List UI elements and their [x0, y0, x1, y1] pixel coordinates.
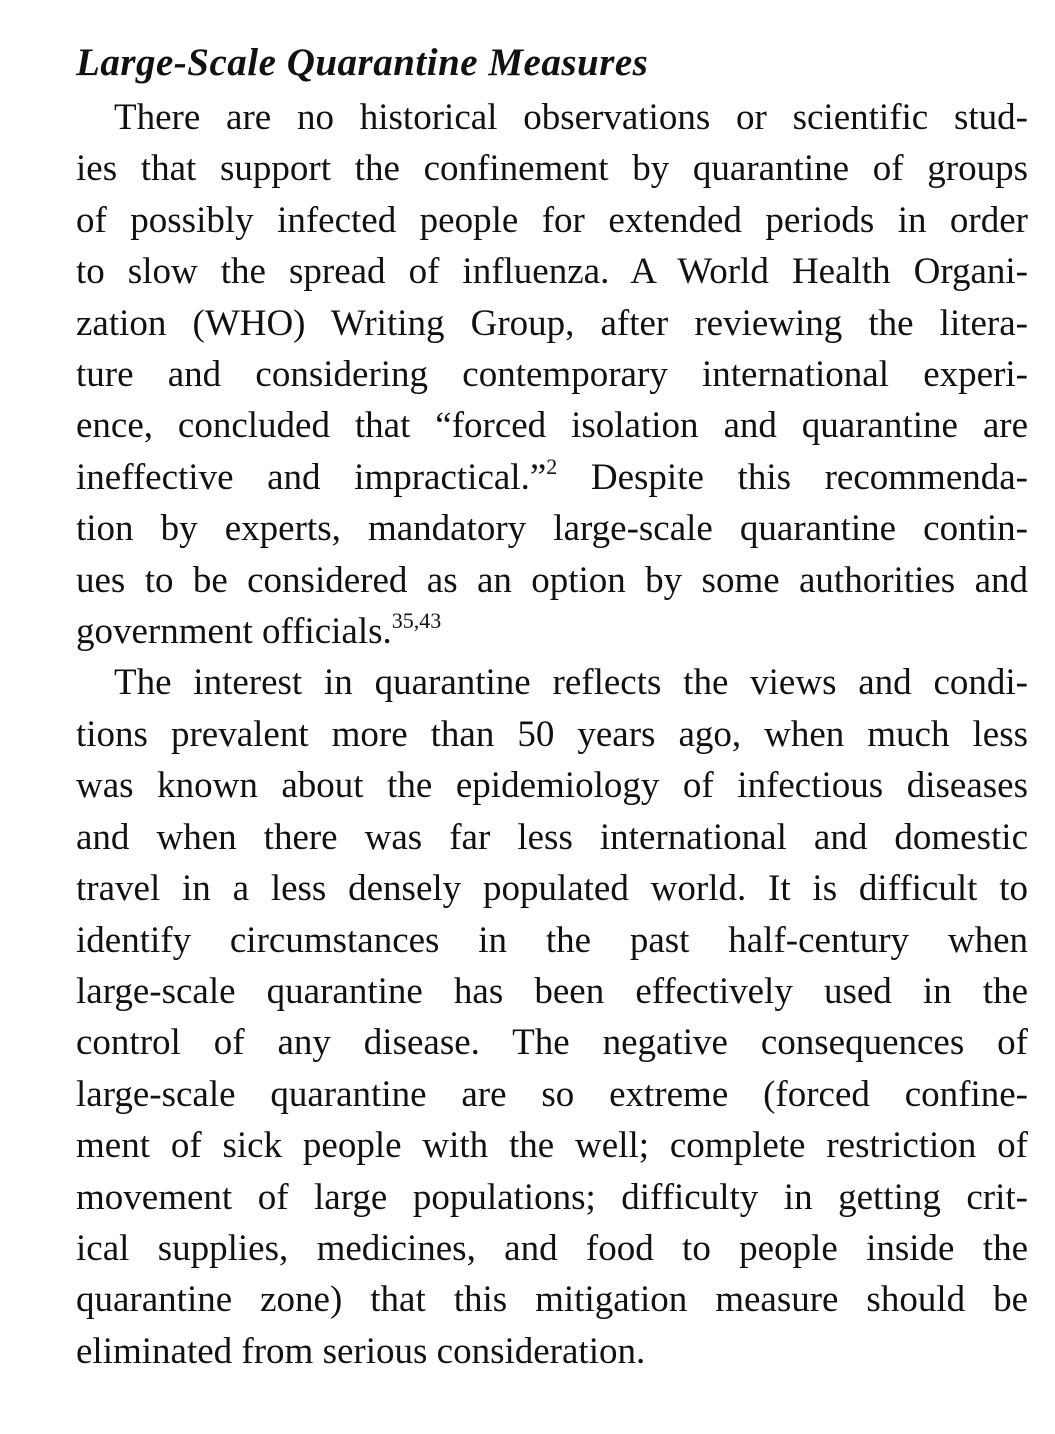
paragraph-1-line-5: zation (WHO) Writing Group, after reviewing the litera-: [76, 302, 1028, 344]
paragraph-2-line-8: control of any disease. The negative consequences of: [76, 1022, 1028, 1064]
paragraph-2-line-12: ical supplies, medicines, and food to people inside the: [76, 1227, 1028, 1269]
recommendation-text: Despite this recommenda-: [557, 456, 1029, 498]
quote-end-text: ineffective and impractical.”: [76, 456, 547, 498]
paragraph-1-line-11: [76, 606, 1028, 657]
paragraph-1-line-4: to slow the spread of influenza. A World Health Organi-: [76, 251, 1028, 293]
paragraph-2-line-11: movement of large populations; difficulty in getting crit-: [76, 1176, 1028, 1218]
section-heading: Large-Scale Quarantine Measures: [76, 41, 649, 84]
paragraph-1-line-8: [76, 452, 1028, 503]
paragraph-1: [76, 92, 1028, 657]
paragraph-1-line-3: of possibly infected people for extended periods in order: [76, 199, 1028, 241]
paragraph-2-line-10: ment of sick people with the well; complete restriction of: [76, 1125, 1028, 1167]
paragraph-2-line-9: large-scale quarantine are so extreme (forced confine-: [76, 1073, 1028, 1115]
officials-text: government officials.: [76, 611, 392, 653]
paragraph-2: [76, 657, 1028, 1377]
paragraph-1-line-2: ies that support the confinement by quarantine of groups: [76, 148, 1028, 190]
paragraph-1-line-7: ence, concluded that “forced isolation and quarantine are: [76, 405, 1028, 447]
paragraph-2-line-4: and when there was far less international and domestic: [76, 816, 1028, 858]
citation-superscript: 2: [546, 453, 558, 479]
paragraph-1-line-6: ture and considering contemporary international experi-: [76, 354, 1028, 396]
paragraph-2-line-7: large-scale quarantine has been effectively used in the: [76, 970, 1028, 1012]
paragraph-1-line-9: tion by experts, mandatory large-scale quarantine contin-: [76, 508, 1028, 550]
paragraph-1-line-10: ues to be considered as an option by some authorities and: [76, 559, 1028, 601]
paragraph-2-line-2: tions prevalent more than 50 years ago, when much less: [76, 713, 1028, 755]
paragraph-2-line-13: quarantine zone) that this mitigation measure should be: [76, 1279, 1028, 1321]
paragraph-2-line-6: identify circumstances in the past half-century when: [76, 919, 1028, 961]
document-page: [76, 38, 1028, 1377]
citation-superscript: 35,43: [391, 608, 442, 634]
paragraph-2-line-1: The interest in quarantine reflects the views and condi-: [114, 662, 1028, 704]
paragraph-2-line-5: travel in a less densely populated world. It is difficult to: [76, 868, 1028, 910]
paragraph-2-line-3: was known about the epidemiology of infectious diseases: [76, 765, 1028, 807]
paragraph-1-line-1: There are no historical observations or scientific stud-: [114, 97, 1028, 138]
paragraph-2-line-14: eliminated from serious consideration.: [76, 1330, 646, 1372]
